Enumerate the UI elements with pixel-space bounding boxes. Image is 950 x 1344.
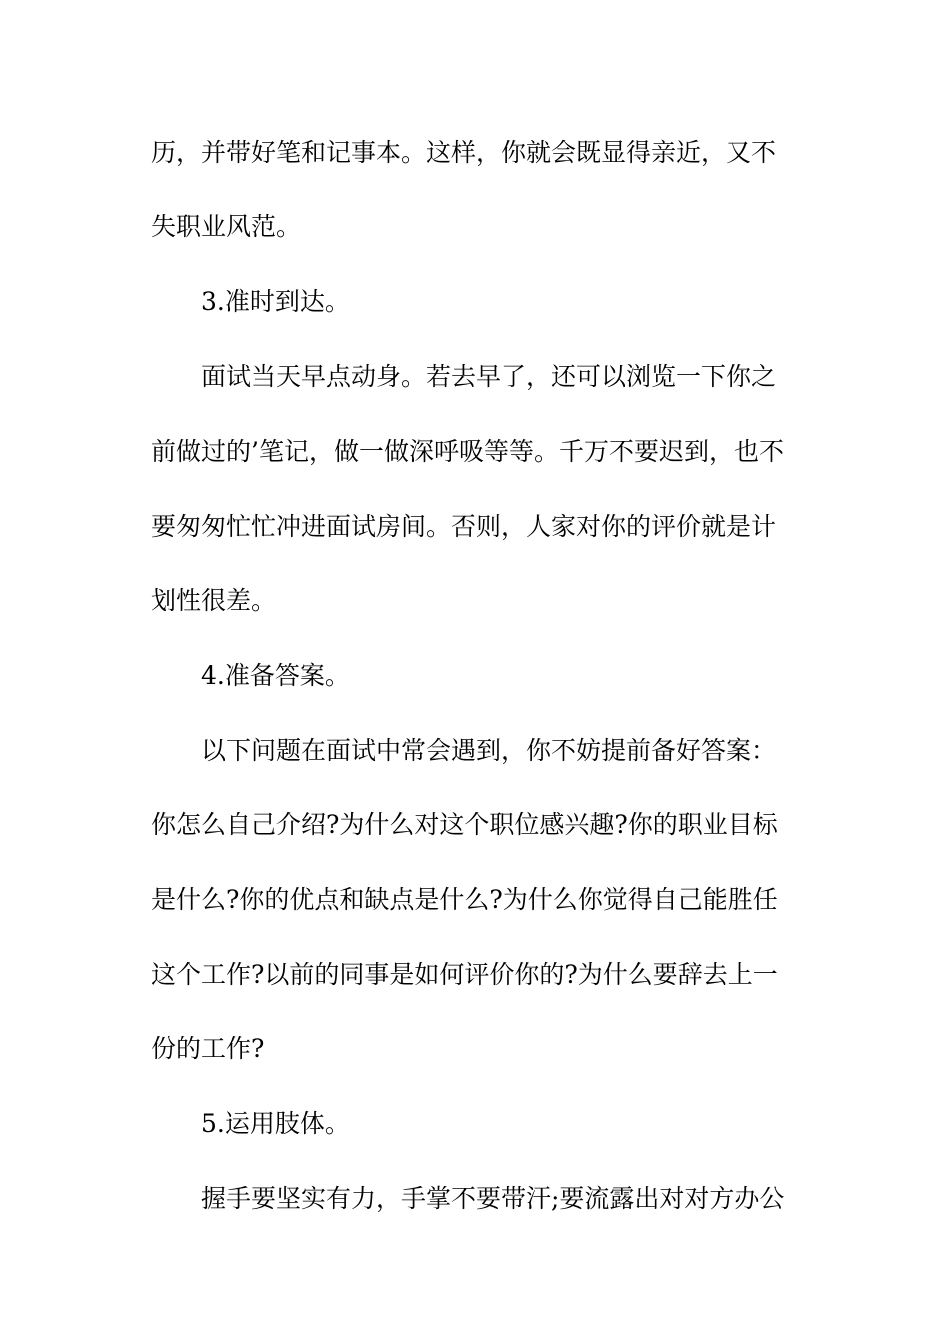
- text-line: 这个工作?以前的同事是如何评价你的?为什么要辞去上一: [151, 960, 778, 989]
- section-heading: 5.运用肢体。: [201, 1109, 350, 1138]
- text-line: 失职业风范。: [151, 212, 302, 241]
- text-line: 历，并带好笔和记事本。这样，你就会既显得亲近，又不: [151, 138, 777, 167]
- text-line: 划性很差。: [151, 586, 277, 615]
- text-line: 前做过的’笔记，做一做深呼吸等等。千万不要迟到，也不: [151, 437, 784, 466]
- section-heading: 3.准时到达。: [201, 287, 350, 316]
- text-line: 份的工作?: [151, 1034, 265, 1063]
- text-line: 是什么?你的优点和缺点是什么?为什么你觉得自己能胜任: [151, 885, 778, 914]
- text-line: 你怎么自己介绍?为什么对这个职位感兴趣?你的职业目标: [151, 810, 778, 839]
- text-line: 握手要坚实有力，手掌不要带汗;要流露出对对方办公: [201, 1184, 785, 1213]
- section-heading: 4.准备答案。: [201, 661, 350, 690]
- text-line: 面试当天早点动身。若去早了，还可以浏览一下你之: [201, 362, 777, 391]
- text-line: 要匆匆忙忙冲进面试房间。否则，人家对你的评价就是计: [151, 512, 777, 541]
- text-line: 以下问题在面试中常会遇到，你不妨提前备好答案：: [201, 736, 777, 765]
